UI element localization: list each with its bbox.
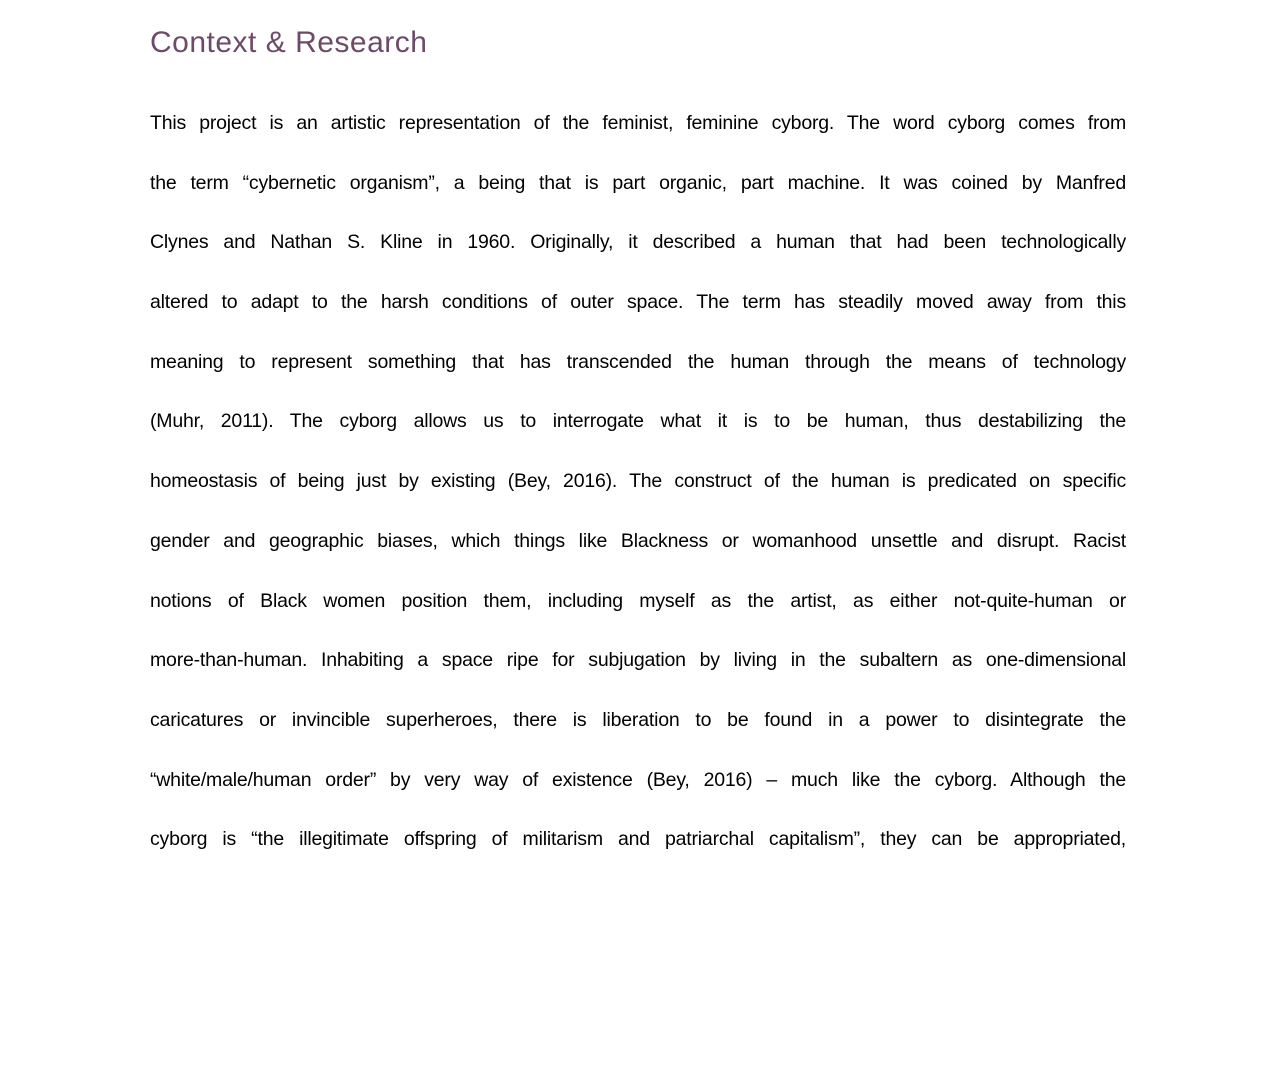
text-line: cyborg is “the illegitimate offspring of militarism and patriarchal capitalism”, they can be appropriated, [150,828,1126,851]
text-line: Clynes and Nathan S. Kline in 1960. Originally, it described a human that had been technologically [150,231,1126,254]
page-title: Context & Research [150,26,428,59]
text-line: “white/male/human order” by very way of existence (Bey, 2016) – much like the cyborg. Although the [150,768,1126,791]
text-line: gender and geographic biases, which things like Blackness or womanhood unsettle and disrupt. Racist [150,529,1126,552]
body-paragraph [150,94,1126,870]
text-line: altered to adapt to the harsh conditions of outer space. The term has steadily moved away from this [150,291,1126,314]
text-line: caricatures or invincible superheroes, there is liberation to be found in a power to disintegrate the [150,708,1126,731]
text-line: (Muhr, 2011). The cyborg allows us to interrogate what it is to be human, thus destabilizing the [150,410,1126,433]
text-line: This project is an artistic representation of the feminist, feminine cyborg. The word cyborg comes from [150,112,1126,134]
text-line: the term “cybernetic organism”, a being that is part organic, part machine. It was coined by Manfred [150,171,1126,194]
document-content [150,0,1126,870]
text-line: notions of Black women position them, including myself as the artist, as either not-quite-human or [150,589,1126,612]
text-line: more-than-human. Inhabiting a space ripe for subjugation by living in the subaltern as one-dimensional [150,649,1126,672]
text-line: homeostasis of being just by existing (Bey, 2016). The construct of the human is predicated on specific [150,470,1126,493]
text-line: meaning to represent something that has transcended the human through the means of technology [150,350,1126,373]
